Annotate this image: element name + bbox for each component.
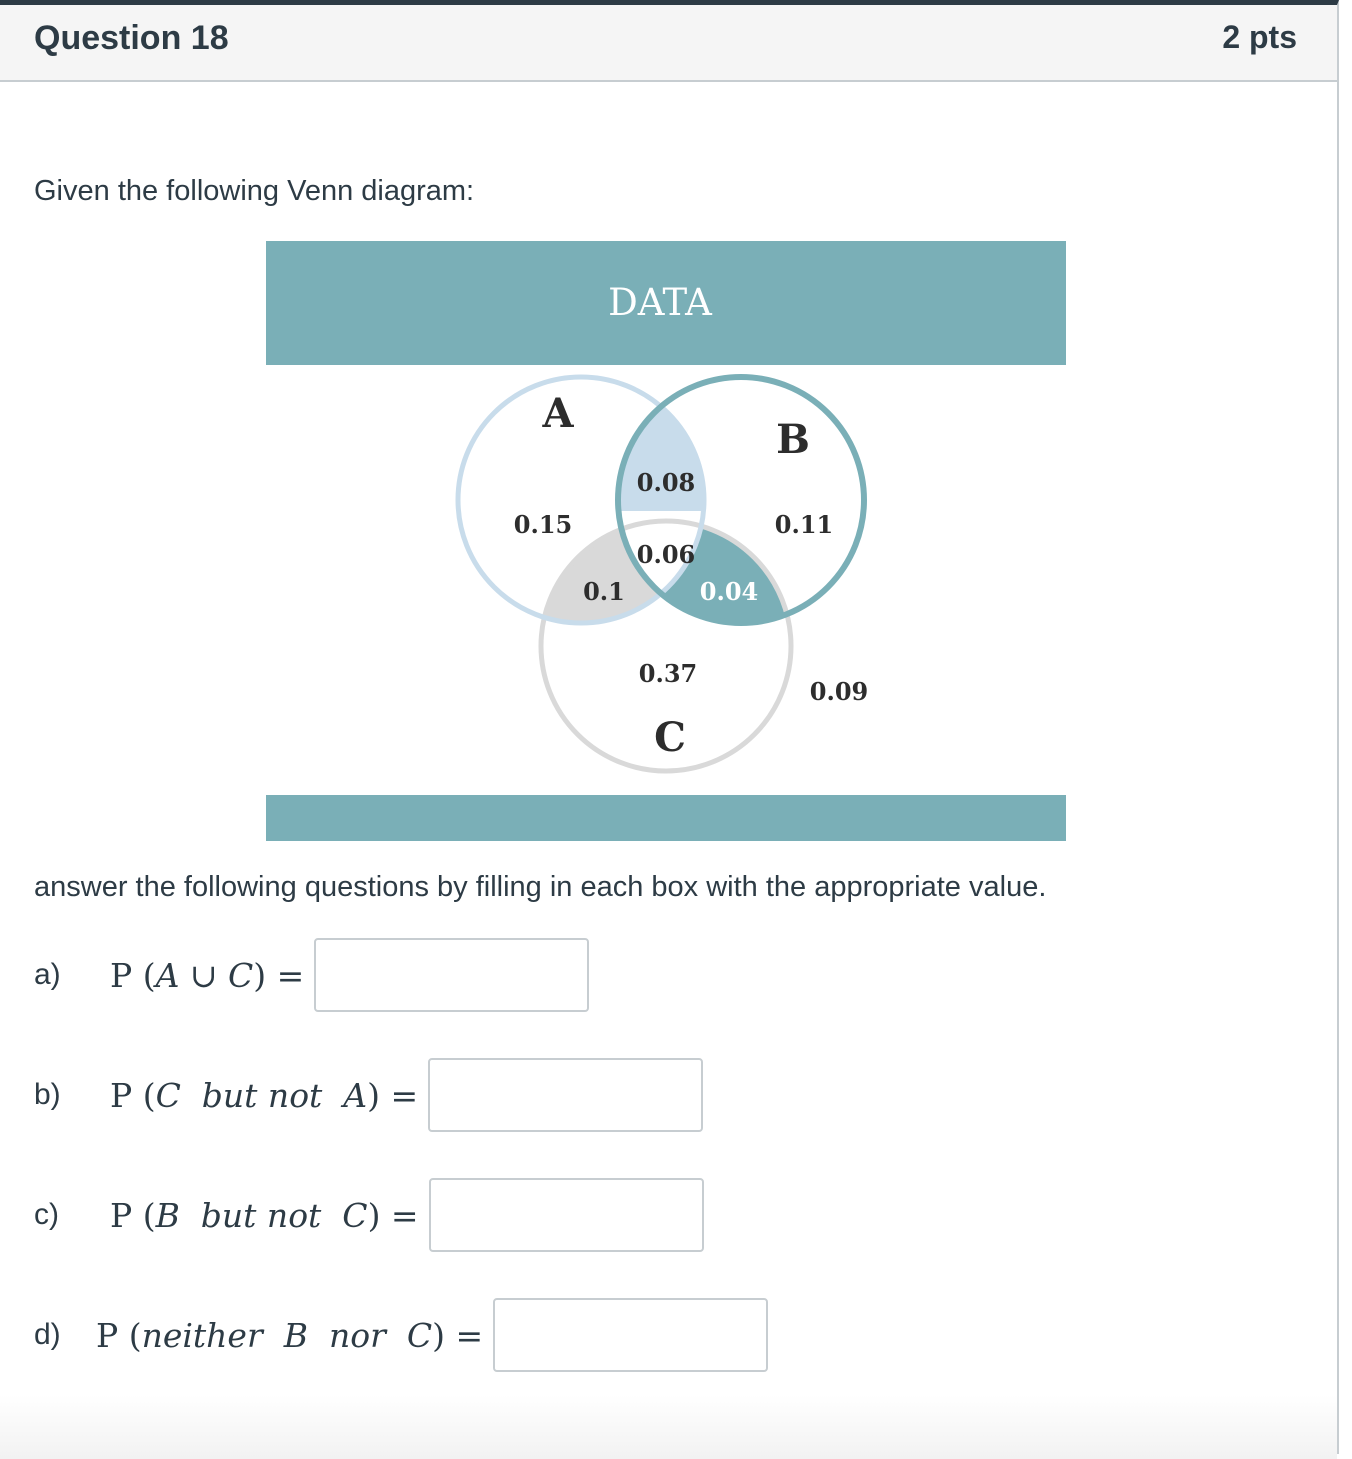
- answer-input-a[interactable]: [314, 938, 589, 1012]
- value-b-only: 0.11: [774, 510, 834, 539]
- set-label-a: A: [542, 390, 574, 437]
- question-label: b): [34, 1078, 61, 1111]
- question-b: [34, 1057, 703, 1133]
- question-label: c): [34, 1198, 59, 1231]
- question-expression: P (neither B nor C) =: [96, 1315, 484, 1355]
- question-label: a): [34, 958, 61, 991]
- intro-text: Given the following Venn diagram:: [34, 175, 475, 207]
- question-d: [34, 1297, 768, 1373]
- value-a-only: 0.15: [513, 510, 573, 539]
- value-c-only: 0.37: [638, 659, 698, 688]
- question-points: 2 pts: [1222, 19, 1297, 55]
- set-label-c: C: [654, 714, 686, 761]
- answer-input-b[interactable]: [428, 1058, 703, 1132]
- value-a-and-c-only: 0.1: [583, 577, 625, 606]
- question-expression: P (C but not A) =: [110, 1075, 419, 1115]
- question-label: d): [34, 1318, 61, 1351]
- set-label-b: B: [776, 416, 810, 463]
- value-a-and-b-only: 0.08: [636, 468, 696, 497]
- value-b-and-c-only: 0.04: [699, 577, 759, 606]
- bottom-banner: [266, 795, 1066, 841]
- banner-title: DATA: [608, 281, 712, 324]
- instructions-text: answer the following questions by filling in each box with the appropriate value.: [34, 871, 1047, 903]
- question-a: [34, 937, 589, 1013]
- question-header: [0, 5, 1337, 82]
- question-expression: P (B but not C) =: [110, 1195, 419, 1235]
- question-c: [34, 1177, 704, 1253]
- answer-input-d[interactable]: [493, 1298, 768, 1372]
- footer-shade: [0, 1395, 1337, 1459]
- venn-diagram: [266, 241, 1066, 841]
- value-outside: 0.09: [809, 677, 869, 706]
- answer-input-c[interactable]: [429, 1178, 704, 1252]
- question-expression: P (A ∪ C) =: [110, 955, 305, 995]
- value-a-b-c: 0.06: [636, 540, 696, 569]
- question-title: Question 18: [34, 19, 229, 57]
